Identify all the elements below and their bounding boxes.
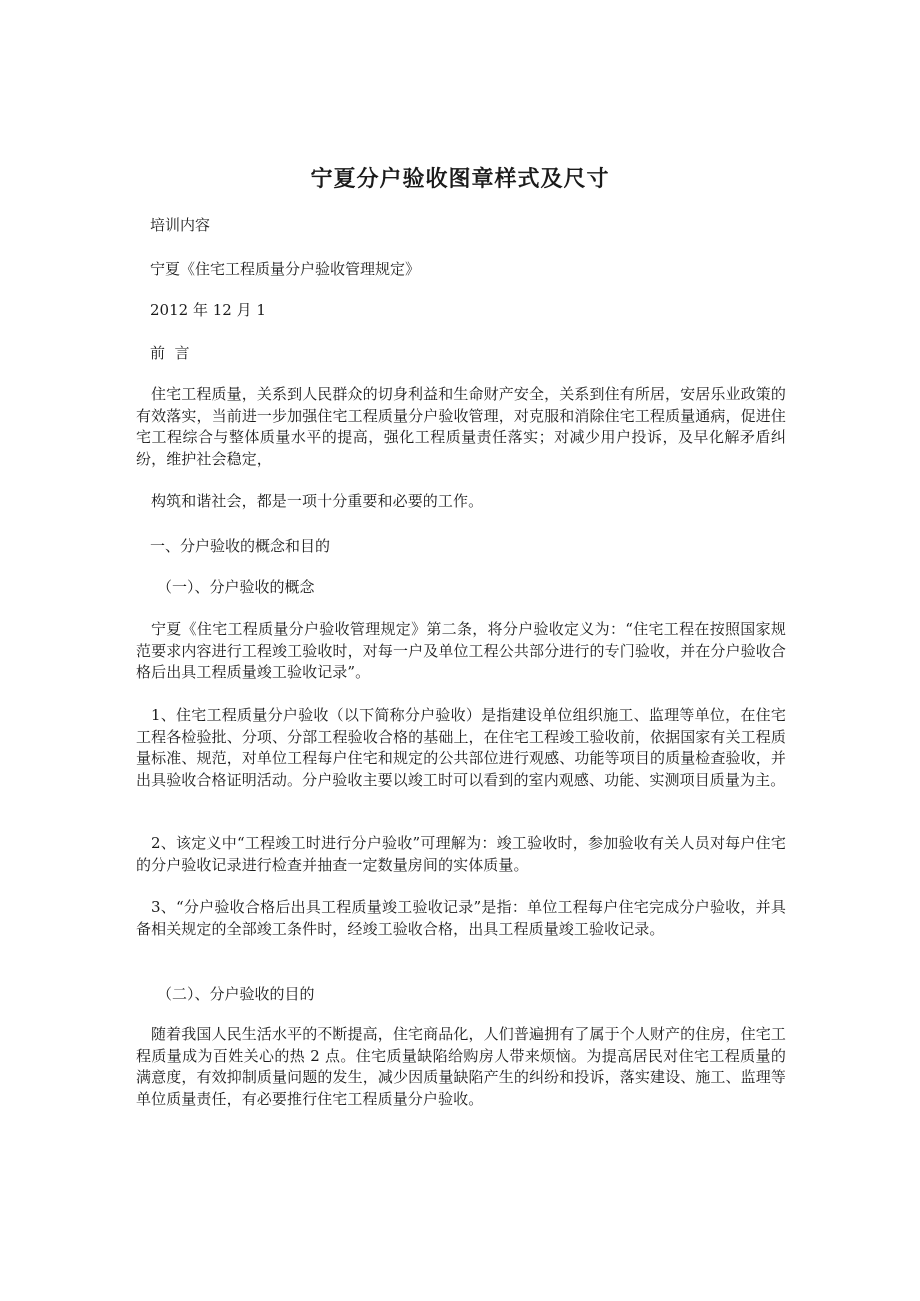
preface-heading: 前 言 bbox=[150, 344, 190, 362]
meta-line-regulation: 宁夏《住宅工程质量分户验收管理规定》 bbox=[150, 260, 421, 278]
section-1-2-heading: （二）、分户验收的目的 bbox=[157, 985, 315, 1003]
section-1-heading: 一、分户验收的概念和目的 bbox=[150, 537, 331, 555]
meta-line-training: 培训内容 bbox=[150, 216, 211, 234]
item-1-paragraph: 1、住宅工程质量分户验收（以下简称分户验收）是指建设单位组织施工、监理等单位，在住宅工程各检验批、分项、分部工程验收合格的基础上，在住宅工程竣工验收前，依据国家有关工程质量标准、规范，对单位工程每户住宅和规定的公共部位进行观感、功能等项目的质量检查验收，并出具验收合格证明活动。分户验收主要以竣工时可以看到的室内观感、功能、实测项目质量为主。 bbox=[136, 706, 786, 789]
purpose-paragraph: 随着我国人民生活水平的不断提高，住宅商品化，人们普遍拥有了属于个人财产的住房，住宅工程质量成为百姓关心的热 2 点。住宅质量缺陷给购房人带来烦恼。为提高居民对住宅工程质量的满意度，有效抑制质量问题的发生，减少因质量缺陷产生的纠纷和投诉，落实建设、施工、监理等单位质量责任，有必要推行住宅工程质量分户验收。 bbox=[136, 1025, 786, 1108]
document-title: 宁夏分户验收图章样式及尺寸 bbox=[310, 166, 610, 192]
preface-paragraph-2: 构筑和谐社会，都是一项十分重要和必要的工作。 bbox=[151, 492, 484, 510]
preface-paragraph-1: 住宅工程质量，关系到人民群众的切身利益和生命财产安全，关系到住有所居，安居乐业政策的有效落实，当前进一步加强住宅工程质量分户验收管理，对克服和消除住宅工程质量通病，促进住宅工程综合与整体质量水平的提高，强化工程质量责任落实；对减少用户投诉，及早化解矛盾纠纷，维护社会稳定， bbox=[136, 385, 786, 468]
definition-paragraph: 宁夏《住宅工程质量分户验收管理规定》第二条，将分户验收定义为：“住宅工程在按照国家规范要求内容进行工程竣工验收时，对每一户及单位工程公共部分进行的专门验收，并在分户验收合格后出具工程质量竣工验收记录”。 bbox=[136, 620, 786, 681]
meta-line-date: 2012 年 12 月 1 bbox=[150, 301, 266, 319]
item-3-paragraph: 3、“分户验收合格后出具工程质量竣工验收记录”是指：单位工程每户住宅完成分户验收，并具备相关规定的全部竣工条件时，经竣工验收合格，出具工程质量竣工验收记录。 bbox=[136, 898, 786, 938]
item-2-paragraph: 2、该定义中“工程竣工时进行分户验收”可理解为：竣工验收时，参加验收有关人员对每户住宅的分户验收记录进行检查并抽查一定数量房间的实体质量。 bbox=[136, 834, 786, 874]
section-1-1-heading: （一）、分户验收的概念 bbox=[157, 578, 315, 596]
